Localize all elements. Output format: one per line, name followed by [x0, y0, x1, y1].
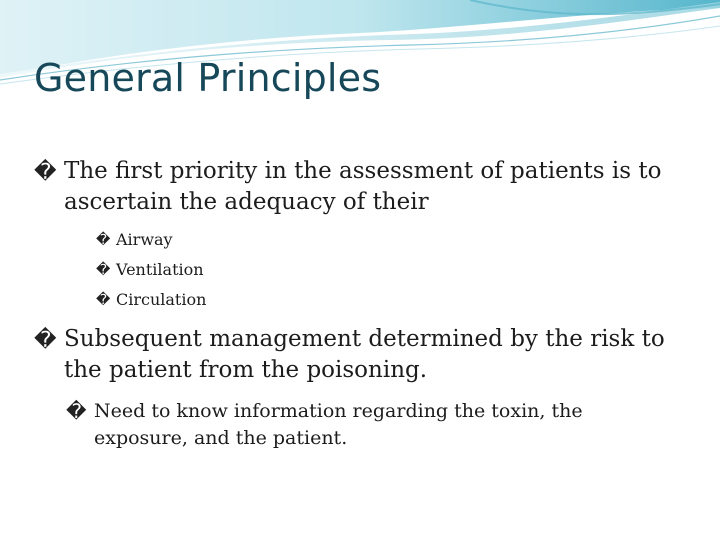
bullet-icon: � [34, 160, 57, 185]
sub-bullet-icon: � [66, 399, 87, 423]
slide-title: General Principles [34, 56, 382, 100]
sub-bullet-text: Airway [116, 230, 173, 249]
sub-bullet-circulation [34, 290, 674, 310]
sub-bullet-icon: � [96, 262, 111, 278]
bullet-1-text: The first priority in the assessment of patients is to ascertain the adequacy of their [64, 158, 662, 215]
sub-bullet-ventilation [34, 260, 674, 280]
sub-bullet-text: Need to know information regarding the toxin, the exposure, and the patient. [94, 400, 583, 449]
bullet-2-text: Subsequent management determined by the risk to the patient from the poisoning. [64, 326, 665, 383]
sub-bullet-icon: � [96, 292, 111, 308]
slide-content [34, 156, 674, 462]
sub-bullet-information [34, 398, 674, 452]
sub-bullet-icon: � [96, 232, 111, 248]
sub-bullet-text: Circulation [116, 290, 207, 309]
bullet-1 [34, 156, 674, 218]
bullet-2 [34, 324, 674, 386]
sub-bullet-airway [34, 230, 674, 250]
bullet-icon: � [34, 328, 57, 353]
sub-bullet-text: Ventilation [116, 260, 204, 279]
